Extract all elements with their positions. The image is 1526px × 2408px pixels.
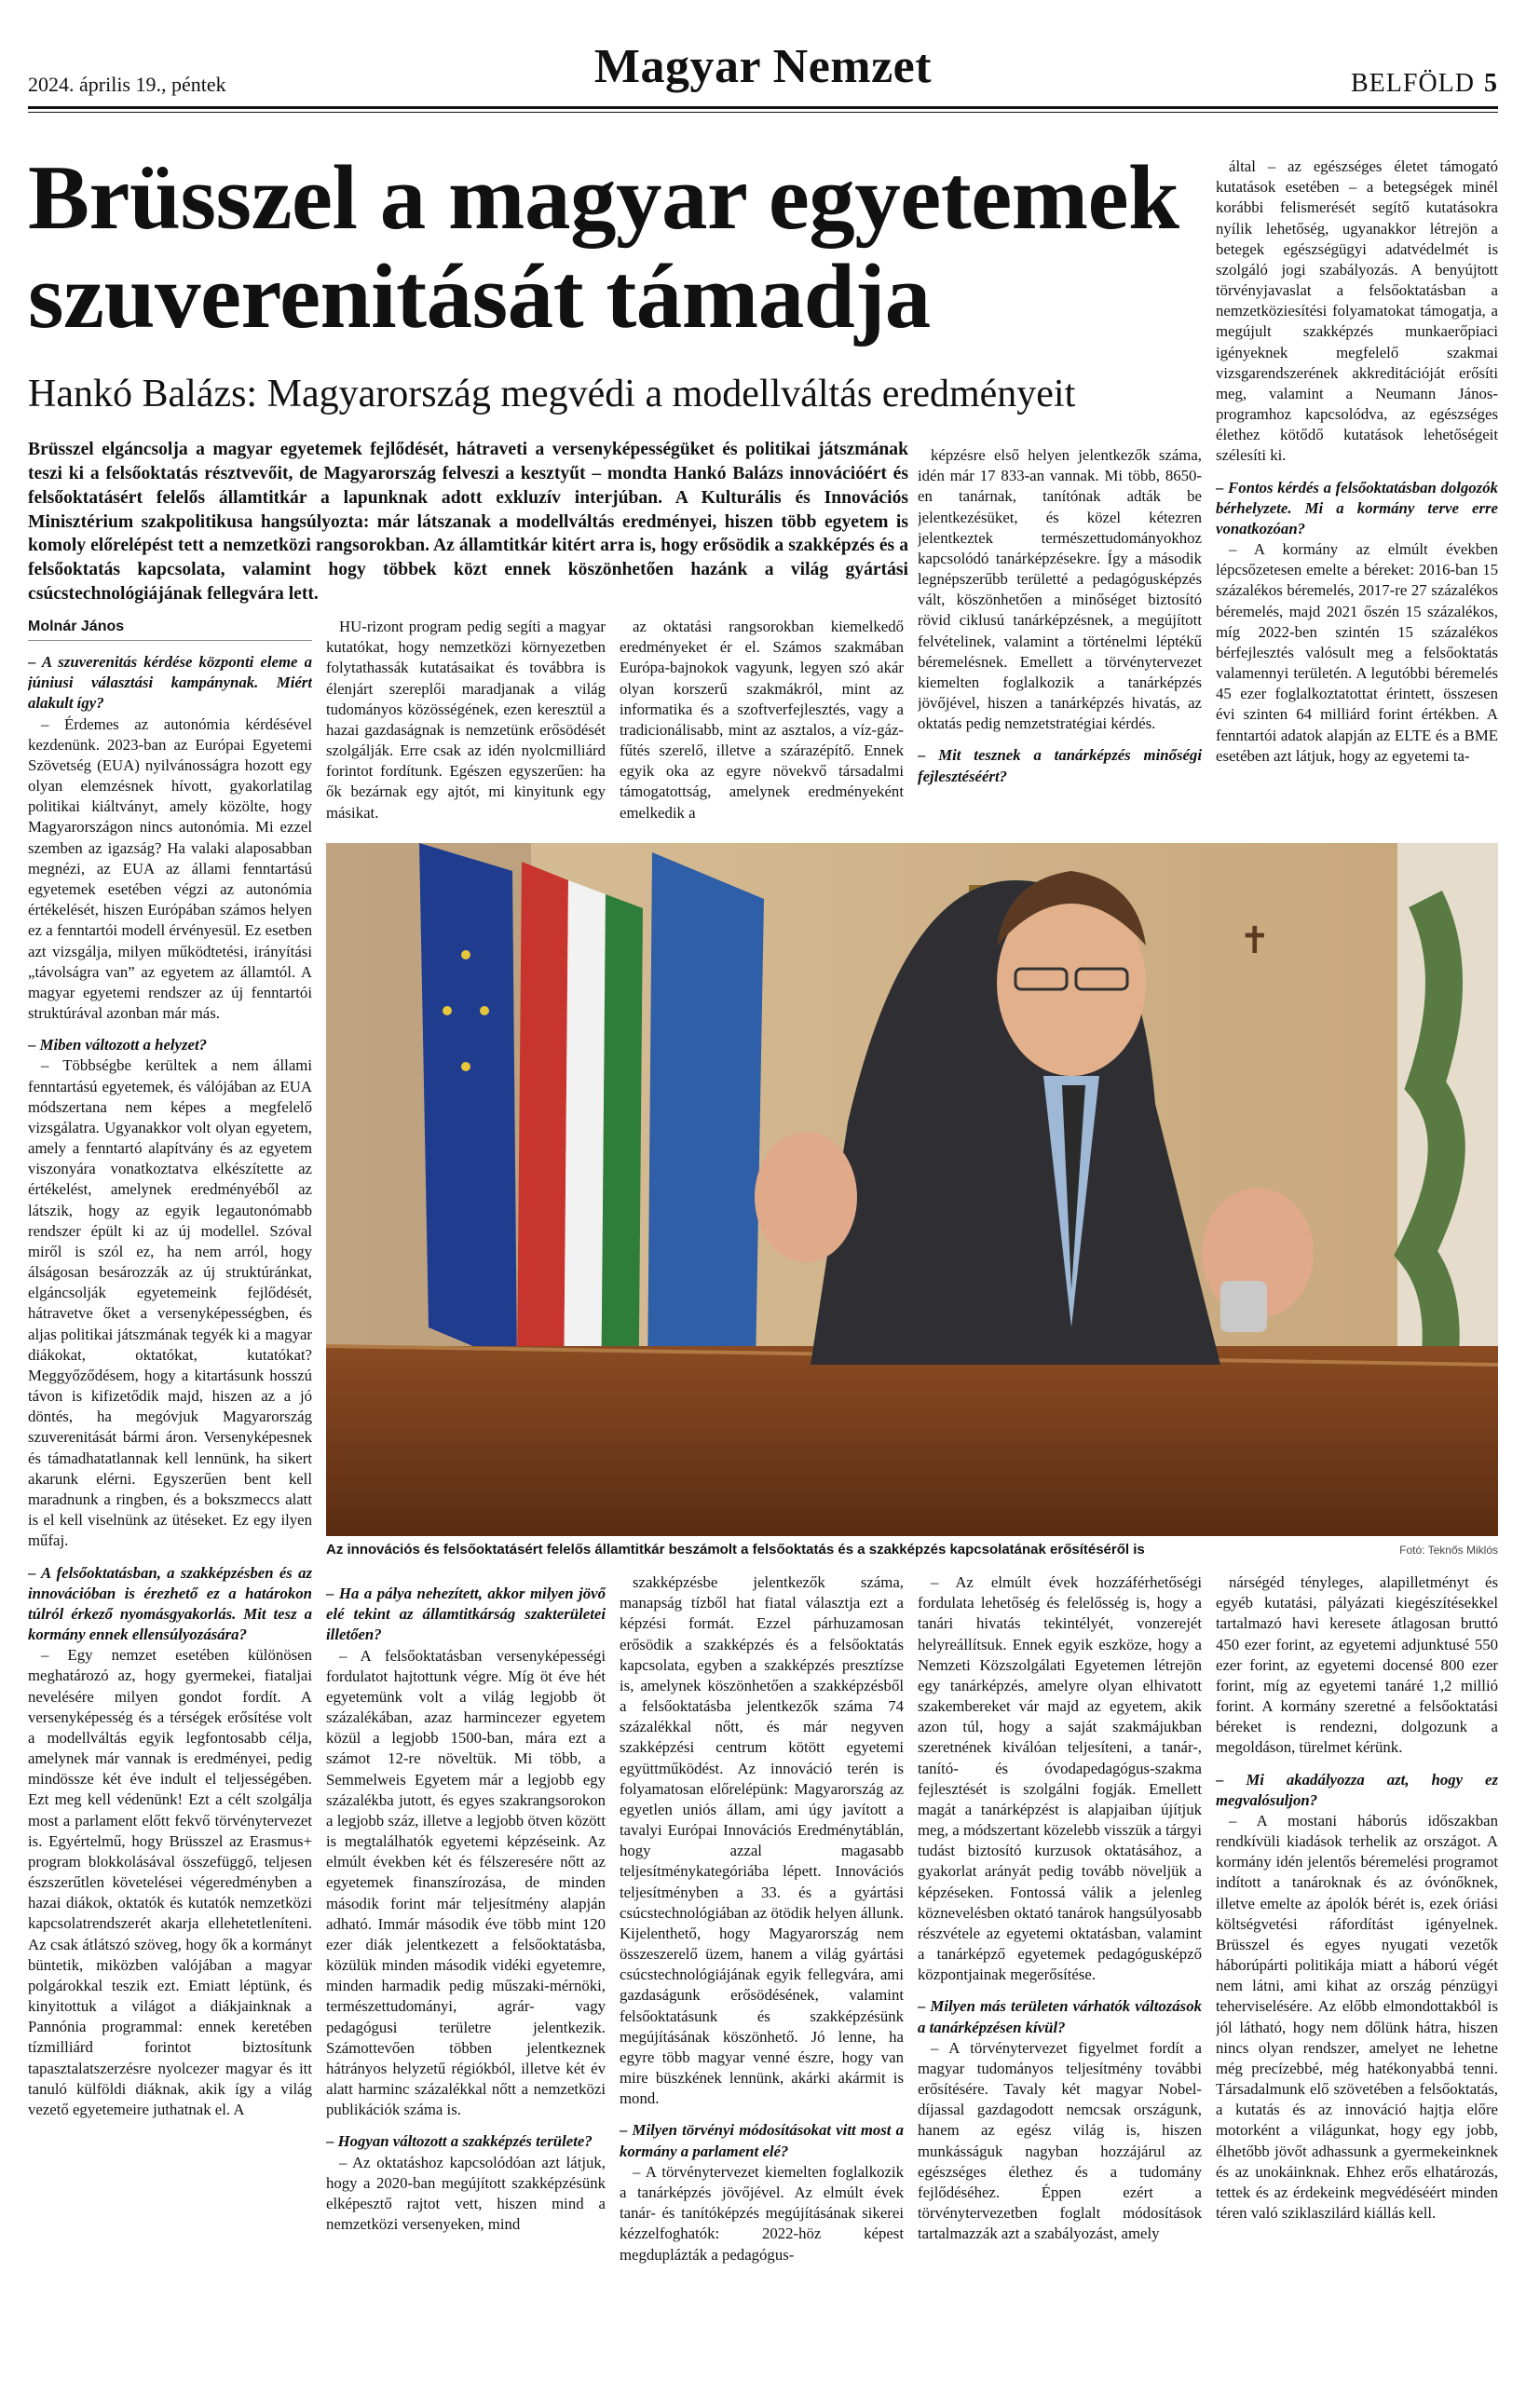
body-paragraph: – Többségbe kerültek a nem állami fenntartású egyetemek, és válójában az EUA módszertana nem képes a megfelelő vizsgálatra. Ugyanakkor volt olyan egyetem, amely a fenntartó alapítvány és az egyetem viszonyára vonatkoztatva elkészítette az értékelést, amelynek eredményéből az látszik, hogy az egyik legautonómabb rendszer épült ki az új modellel. Szóval miről is szól ez, ha nem arról, hogy álságosan besározzák az új struktúránkat, elgáncsolják egyetemeink fejlődését, hátravetve őket a versenyképességben, és aljas politikai játszmának tegyék ki a magyar diákokat, oktatókat, kutatókat? Meggyőződésem, hogy a kitartásunk hosszú távon is kifizetődik majd, hiszen az a jó döntés, ha megóvjuk Magyarország szuverenitását bármi áron. Versenyképesnek és támadhatatlannak kell lennünk, ha sikert akarunk elérni. Egyszerűen bent kell maradnunk a ringben, és a bokszmeccs alatt is el kell viselnünk az ütéseket. Ez egy ilyen műfaj.	[28, 1056, 312, 1550]
masthead-rule	[28, 106, 1498, 113]
body-paragraph: – A törvénytervezet kiemelten foglalkozik a tanárképzés jövőjével. Az elmúlt évek tanár- és tanítóképzés megújításának sikerei kézzelfoghatók: 2022-höz képest megduplázták a pedagógus-	[620, 2162, 904, 2264]
svg-text:✝: ✝	[1239, 919, 1271, 962]
body-paragraph: – Az oktatáshoz kapcsolódóan azt látjuk, hogy a 2020-ban megújított szakképzésünk elképesztő rajtot vett, hiszen mind a nemzetközi versenyeken, mind	[326, 2153, 606, 2234]
page-number: 5	[1484, 69, 1498, 98]
body-paragraph: által – az egészséges életet támogató kutatások esetében – a betegségek minél korábbi felismerését segítő kutatásokra nyílik lehetőség, ugyanakkor létrejön a betegek egészségügyi adatvédelmét is szolgáló jogi szabályozás. A benyújtott törvényjavaslat a felsőoktatásban a nemzetköziesítési folyamatokat támogatja, a megújult szakképzés munkaerőpiaci igényeknek megfelelő szakmai vizsgarendszerének akkreditációját erősíti meg, valamint a Neumann János-programhoz kapcsolódva, az egészséges élethez kötődő kutatások lehetőségeit szélesíti ki.	[1216, 157, 1498, 465]
interview-question: – Fontos kérdés a felsőoktatásban dolgozók bérhelyzete. Mi a kormány terve erre vonatkozóan?	[1216, 478, 1498, 537]
body-paragraph: szakképzésbe jelentkezők száma, manapság tízből hat fiatal választja ezt a képzési formát. Ezzel párhuzamosan erősödik a szakképzés és a felsőoktatás kapcsolata, egyben a szakképzés presztízse is, amelynek köszönhetően a szakképzésből a felsőoktatásba jelentkezők száma 74 százalékkal nőtt, és már negyven szakképzési centrum kötött egyetemi együttműködést. Az innováció terén is folyamatosan előrelépünk: Magyarország az egyetlen uniós állam, ami úgy javított a tavalyi Európai Innovációs Eredménytáblán, hogy azzal magasabb teljesítménykategóriába lépett. Innovációs teljesítményben a 33. és a gyártási csúcstechnológiában az ötödik helyen állunk. Kijelenthető, hogy Magyarország nem összeszerelő üzem, hanem a világ gyártási csúcstechnológiájának egyik fellegvára, ami gazdaságunk erősödésének, valamint felsőoktatásunk és szakképzésünk megújításának köszönhető. Jó lenne, ha egyre több magyar venné észre, hogy van mire büszkének lennünk, akárki akármit is mond.	[620, 1573, 904, 2108]
text-column-6	[326, 1572, 606, 2392]
article-lead: Brüsszel elgáncsolja a magyar egyetemek fejlődését, hátraveti a versenyképességüket és politikai játszmának teszi ki a felsőoktatás résztvevőit, de Magyarország felveszi a kesztyűt – mondta Hankó Balázs innovációért és felsőoktatásért felelős államtitkár a lapunknak adott exkluzív interjúban. A Kulturális és Innovációs Minisztérium szakpolitikusa hangsúlyozta: már látszanak a modellváltás eredményei, hiszen több egyetem is komoly előrelépést tett a nemzetközi rangsorokban. Az államtitkár kitért arra is, hogy erősödik a szakképzés és a felsőoktatás kapcsolata, valamint hogy többek közt ennek köszönhetően hazánk a világ gyártási csúcstechnológiájának fellegvára lett.	[28, 440, 908, 605]
text-column-2	[326, 617, 606, 836]
body-paragraph: nárségéd tényleges, alapilletményt és egyéb kutatási, pályázati kiegészítésekkel tartalmazó havi keresete átlagosan bruttó 450 ezer forint, az egyetemi adjunktusé 550 ezer forint, az egyetemi docensé 800 ezer forint, míg az egyetemi tanáré 1,2 millió forint. A kormány szeretné a felsőoktatási béreket is rendezni, dolgozunk a megoldáson, türelmet kérünk.	[1216, 1573, 1498, 1757]
section-name: BELFÖLD	[1351, 69, 1475, 98]
body-paragraph: az oktatási rangsorokban kiemelkedő eredményeket ér el. Számos szakmában Európa-bajnokok vagyunk, legyen szó akár olyan korszerű szakmákról, mint az informatika és a szoftverfejlesztés, vagy a tradicionálisabb, mint az asztalos, a víz-gáz-fűtés szerelő, illetve a szárazépítő. Ennek egyik oka az egyre növekvő társadalmi támogatottság, amelynek eredményeként emelkedik a	[620, 618, 904, 822]
body-paragraph: – A kormány az elmúlt években lépcsőzetesen emelte a béreket: 2016-ban 15 százalékos béremelés, 2017-re 27 százalékos béremelés, majd 2021 őszén 15 százalékos, míg 2022-ben szintén 15 százalékos bérfejlesztés valósult meg a felsőoktatás valamennyi területén. A legutóbbi béremelés 45 ezer foglalkoztatottat érintett, összesen évi szinten 64 milliárd forint értékben. A fenntartói adatok alapján az ELTE és a BME esetében azt látjuk, hogy az egyetemi ta-	[1216, 540, 1498, 765]
text-column-9	[1216, 1572, 1498, 2392]
body-paragraph: – Egy nemzet esetében különösen meghatározó az, hogy gyermekei, fiataljai nevelésére milyen gondot fordít. A versenyképesség és a térségek erősítése volt a modellváltás egyik legfontosabb célja, amelynek már vannak is eredményei, pedig mindössze két éve indult el teljességében. Ezt meg kell védenünk! Ezt a célt szolgálja most a parlament előtt fekvő törvénytervezet is. Egyértelmű, hogy Brüsszel az Erasmus+ program blokkolásával összefüggő, teljesen észszerűtlen követelései végeredményben a hazai diákok, oktatók és kutatók nemzetközi kapcsolatrendszerét akarja ellehetetleníteni. Az csak átlátszó szöveg, hogy ők a kormányt büntetik, miközben valójában a magyar polgárokkal teszik ezt. Emiatt léptünk, és kinyitottuk a világot a diákjainknak a Pannónia programmal: ennek keretében tízmilliárd forintot biztosítunk tapasztalatszerzésre nyolcezer magyar és itt tanuló külföldi diáknak, akik így a világ vezető egyetemeire juthatnak el. A	[28, 1646, 312, 2118]
body-paragraph: – Az elmúlt évek hozzáférhetőségi fordulata lehetőség és felelősség is, hogy a tanári hivatás tekintélyét, vonzerejét helyreállítsuk. Ennek egyik eszköze, hogy a Nemzeti Közszolgálati Egyetemen létrejön egy tanárképzés, amelyre olyan elhivatott szakembereket vár majd az egyetem, akik azon túl, hogy a saját szakmájukban szeretnének kiválóan teljesíteni, a tanár-, tanító- és óvodapedagógus-szakma fejlesztését is szolgálni fogják. Emellett magát a tanárképzést is alapjaiban újítjuk meg, a módszertant közelebb visszük a tárgyi tudást biztosító kurzusok oktatásához, a gyakorlat arányát pedig tovább növeljük a képzéseken. Fontossá válik a jelenleg köznevelésben oktató tanárok hangsúlyosabb részvétele az egyetemi oktatásban, valamint a tanárképző egyetemek pedagógusképző központjainak megerősítése.	[918, 1573, 1202, 1984]
interview-question: – A szuverenitás kérdése központi eleme a júniusi választási kampánynak. Miért alakult így?	[28, 653, 312, 713]
byline: Molnár János	[28, 617, 312, 641]
text-column-1	[28, 617, 312, 2391]
body-paragraph: HU-rizont program pedig segíti a magyar kutatókat, hogy nemzetközi környezetben folytathassák kutatásaikat és továbbra is élenjárt szereplői maradjanak a világ tudományos közösségének, ezen keresztül a hazai gazdaságnak is nemzetünk erősödését szolgálják. Erre csak az idén nyolcmilliárd forintot fordítunk. Egészen egyszerűen: ha ők bezárnak egy ajtót, mi kinyitunk egy másikat.	[326, 618, 606, 822]
text-column-4	[918, 445, 1202, 837]
issue-date: 2024. április 19., péntek	[28, 73, 226, 96]
interview-question: – Miben változott a helyzet?	[28, 1036, 208, 1054]
body-paragraph: – A mostani háborús időszakban rendkívüli kiadások terhelik az országot. A kormány idén jelentős béremelési programot indított a tanároknak és az óvónőknek, illetve emelte az ápolók bérét is, ezek óriási költségvetési ráfordítást igényelnek. Brüsszel és egyes nyugati vezetők háborúpárti politikája miatt a háború végét nem látni, ami kihat az ország pénzügyi teherviselésére. Az előbb elmondottakból is jól látható, hogy nem dőlünk hátra, hiszen nincs olyan rendszer, amelyet ne lehetne még precízebbé, még hatékonyabbá tenni. Társadalmunk elő szövetében a felsőoktatás, a kutatás és az innováció hajtja előre motorként a világunkat, hogy egy jobb, élhetőbb jövőt adhassunk a gyermekeinknek és az unokáinknak. Ehhez erős elhatározás, tettek és az érdekeink megvédéséért minden téren való sziklaszilárd kiállás kell.	[1216, 1811, 1498, 2223]
interview-question: – Milyen más területen várhatók változások a tanárképzésen kívül?	[918, 1997, 1202, 2036]
article-subheadline: Hankó Balázs: Magyarország megvédi a modellváltás eredményeit	[28, 373, 1076, 415]
interview-question: – Milyen törvényi módosításokat vitt most a kormány a parlament elé?	[620, 2121, 904, 2160]
text-column-3	[620, 617, 904, 836]
interview-question: – Mit tesznek a tanárképzés minőségi fejlesztéséért?	[918, 746, 1202, 785]
interview-question: – Mi akadályozza azt, hogy ez megvalósuljon?	[1216, 1770, 1498, 1809]
body-paragraph: képzésre első helyen jelentkezők száma, idén már 17 833-an vannak. Mi több, 8650-en tanárnak, tanítónak adták be jelentkezésüket, és közel kétezren jelentkeztek természettudományokhoz kapcsolódó tanárképzésekre. Így a második legnépszerűbb területté a pedagógusképzés vált, köszönhetően a minőséget biztosító rövid ciklusú tanárképzésnek, a megújított felvételinek, valamint a történelmi léptékű béremelésnek. Emellett a törvénytervezet kiemelten foglalkozik a tanárképzés jövőjével, hiszen a tanárképzés hivatás, az oktatás pedig nemzetstratégiai kérdés.	[918, 446, 1202, 733]
interview-photo	[326, 843, 1498, 1536]
body-paragraph: – A törvénytervezet figyelmet fordít a magyar tudományos teljesítmény további erősítésére. Tavaly két magyar Nobel-díjassal gazdagodott nemcsak országunk, hanem az egész világ is, hiszen munkásságuk nagyban hozzájárul az egészséges élethez és a tudomány fejlődéséhez. Éppen ezért a törvénytervezetben foglalt módosítások tartalmazzák azt a szabályozást, amely	[918, 2038, 1202, 2243]
interview-question: – Ha a pálya nehezített, akkor milyen jövő elé tekint az államtitkárság szakterületei illetően?	[326, 1585, 606, 1644]
body-paragraph: – A felsőoktatásban versenyképességi fordulatot hajtottunk végre. Míg öt éve hét egyetemünk volt a világ legjobb öt százalékában, azaz harmincezer egyetem közül a legjobb 1500-ban, mára ezt a számot 12-re növeltük. Mi több, a Semmelweis Egyetem már a legjobb egy százalékba jutott, és egyes szakrangsorokon a legjobb száz, illetve a legjobb ötven között is megtalálhatók egyetemi képzéseink. Az elmúlt években két és félszeresére nőtt az egyetemek finanszírozása, de minden második forint már teljesítmény alapján adható. Immár második éve több mint 120 ezer diák jelentkezett a felsőoktatásba, közülük minden második vidéki egyetemre, minden harmadik pedig műszaki-mérnöki, természettudományi, agrár- vagy pedagógusi területre jelentkezik. Számottevően többen jelentkeznek hátrányos helyzetű régiókból, illetve két év alatt harminc százalékkal nőtt a nemzetközi publikációk száma is.	[326, 1646, 606, 2119]
newspaper-logo: Magyar Nemzet	[593, 40, 933, 93]
text-column-8	[918, 1572, 1202, 2392]
text-column-7	[620, 1572, 904, 2392]
interview-question: – A felsőoktatásban, a szakképzésben és az innovációban is érezhető ez a határokon túlról érkező nyomásgyakorlás. Mit tesz a kormány ennek ellensúlyozására?	[28, 1563, 312, 1644]
article-headline: Brüsszel a magyar egyetemek szuverenitását támadja	[28, 147, 1179, 347]
text-column-5	[1216, 156, 1498, 837]
photo-caption: Az innovációs és felsőoktatásért felelős államtitkár beszámolt a felsőoktatás és a szakképzés kapcsolatának erősítéséről is	[326, 1542, 1145, 1558]
section-label	[1351, 69, 1498, 99]
interview-question: – Hogyan változott a szakképzés területe?	[326, 2132, 593, 2151]
photo-credit: Fotó: Teknős Miklós	[1399, 1544, 1498, 1557]
photo-illustration	[326, 843, 1498, 1536]
masthead	[28, 28, 1498, 112]
body-paragraph: – Érdemes az autonómia kérdésével kezdenünk. 2023-ban az Európai Egyetemi Szövetség (EUA) nyilvánosságra hozott egy olyan elemzésnek hívott, gyakorlatilag politikai kiáltványt, amely közölte, hogy Magyarországon nincs autonómia. Mi ezzel szemben az igazság? Ha valaki alaposabban megnézi, az EUA az állami fenntartású egyetemek esetében végzi az autonómia értékelését, hiszen Európában számos helyen ez a fenntartói modell érvényesül. Ez esetben azt vizsgálja, milyen működtetési, irányítási „távolságra van” az egyetem az államtól. A magyar egyetemi rendszer az új fenntartói struktúrával azonban már más.	[28, 714, 312, 1023]
